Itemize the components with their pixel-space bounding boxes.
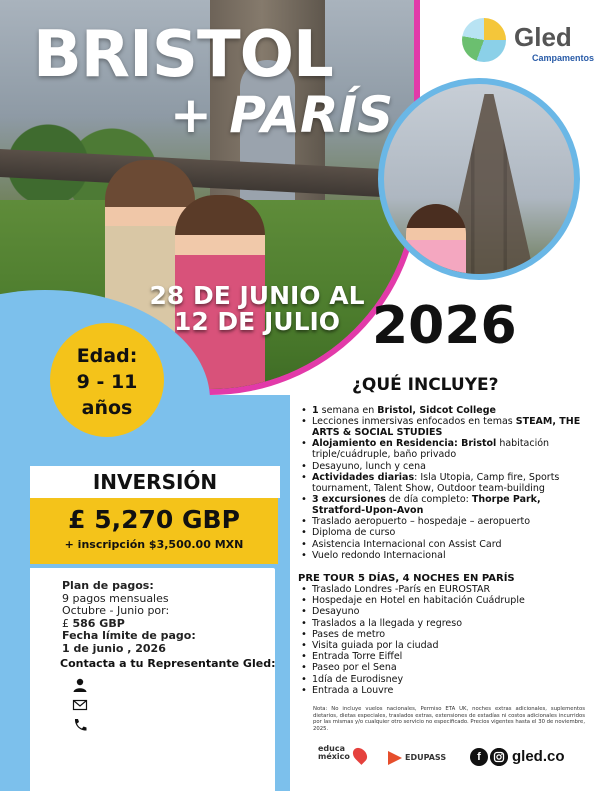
educa-mexico-logo[interactable] <box>318 745 350 761</box>
title-bristol: BRISTOL <box>33 18 333 92</box>
age-range: 9 - 11 <box>76 371 138 393</box>
pre-tour-title: PRE TOUR 5 DÍAS, 4 NOCHES EN PARÍS <box>298 573 515 584</box>
investment-heading: INVERSIÓN <box>30 466 280 498</box>
includes-title: ¿QUÉ INCLUYE? <box>352 375 499 395</box>
list-item: • 1día de Eurodisney <box>298 674 588 685</box>
edupass-logo-mark <box>388 751 402 765</box>
deadline-label: Fecha límite de pago: <box>62 629 196 642</box>
list-item: • Desayuno <box>298 606 588 617</box>
educa-text: educa <box>318 744 345 753</box>
gled-logo-mark <box>462 18 506 62</box>
disclaimer-note: Nota: No incluye vuelos nacionales, Permiso ETA UK, noches extras adicionales, suplementos dietarios, dietas especiales, traslados extras, extensiones de estadías ni costos adicionales incurridos por las mismas y/o cualquier otro servicio no especificado. Precios vigentes hasta el 30 de noviembre, 2025. <box>313 706 585 732</box>
list-item: • 3 excursiones de día completo: Thorpe Park, Stratford-Upon-Avon <box>298 494 588 516</box>
age-unit: años <box>81 397 133 419</box>
list-item: • Lecciones inmersivas enfocados en temas STEAM, THE ARTS & SOCIAL STUDIES <box>298 416 588 438</box>
list-item: • Traslado aeropuerto – hospedaje – aeropuerto <box>298 516 588 527</box>
logo-name: Gled <box>514 22 572 52</box>
user-icon[interactable] <box>72 678 88 692</box>
website-link[interactable]: gled.co <box>512 748 565 765</box>
location-pin-icon <box>350 745 370 765</box>
list-item: • Diploma de curso <box>298 527 588 538</box>
social-links <box>470 748 590 770</box>
list-item: • Asistencia Internacional con Assist Card <box>298 539 588 550</box>
registration-fee: + inscripción $3,500.00 MXN <box>64 538 244 551</box>
list-item: • Visita guiada por la ciudad <box>298 640 588 651</box>
payment-plan <box>62 580 262 655</box>
list-item: • Alojamiento en Residencia: Bristol habitación triple/cuádruple, baño privado <box>298 438 588 460</box>
list-item: • Pases de metro <box>298 629 588 640</box>
age-badge <box>50 323 164 437</box>
plan-line1: 9 pagos mensuales <box>62 591 169 605</box>
list-item: • Traslado Londres -París en EUROSTAR <box>298 584 588 595</box>
list-item: • Entrada Torre Eiffel <box>298 651 588 662</box>
list-item: • 1 semana en Bristol, Sidcot College <box>298 405 588 416</box>
list-item: • Vuelo redondo Internacional <box>298 550 588 561</box>
contact-heading: Contacta a tu Representante Gled: <box>60 657 276 670</box>
phone-icon[interactable] <box>72 718 88 732</box>
plan-amount-prefix: £ <box>62 616 69 630</box>
age-label: Edad: <box>76 345 138 367</box>
eiffel-tower-photo <box>378 78 580 280</box>
deadline-date: 1 de junio , 2026 <box>62 641 166 655</box>
investment-price: £ 5,270 GBP <box>68 505 240 534</box>
plan-line2: Octubre - Junio por: <box>62 604 170 617</box>
list-item: • Hospedaje en Hotel en habitación Cuádruple <box>298 595 588 606</box>
mail-icon[interactable] <box>72 698 88 712</box>
plan-heading: Plan de pagos: <box>62 579 154 592</box>
includes-list <box>298 405 588 561</box>
logo-subtitle: Campamentos <box>532 53 595 63</box>
mexico-text: méxico <box>318 752 350 761</box>
list-item: • Entrada a Louvre <box>298 685 588 696</box>
partner-logos <box>318 745 468 767</box>
student-photo-3 <box>406 204 466 280</box>
title-paris: + PARÍS <box>170 86 394 144</box>
list-item: • Traslados a la llegada y regreso <box>298 618 588 629</box>
pre-tour-list <box>298 584 588 696</box>
gled-logo[interactable] <box>462 18 602 68</box>
list-item: • Paseo por el Sena <box>298 662 588 673</box>
plan-amount: 586 GBP <box>72 616 125 630</box>
instagram-icon[interactable] <box>490 748 508 766</box>
facebook-icon[interactable]: f <box>470 748 488 766</box>
edupass-logo[interactable]: EDUPASS <box>405 753 447 762</box>
program-dates: 28 DE JUNIO AL 12 DE JULIO <box>149 281 365 336</box>
list-item: • Desayuno, lunch y cena <box>298 461 588 472</box>
program-year: 2026 <box>372 296 517 356</box>
investment-box <box>30 498 278 564</box>
list-item: • Actividades diarias: Isla Utopia, Camp fire, Sports tournament, Talent Show, Outdoor team-building <box>298 472 588 494</box>
